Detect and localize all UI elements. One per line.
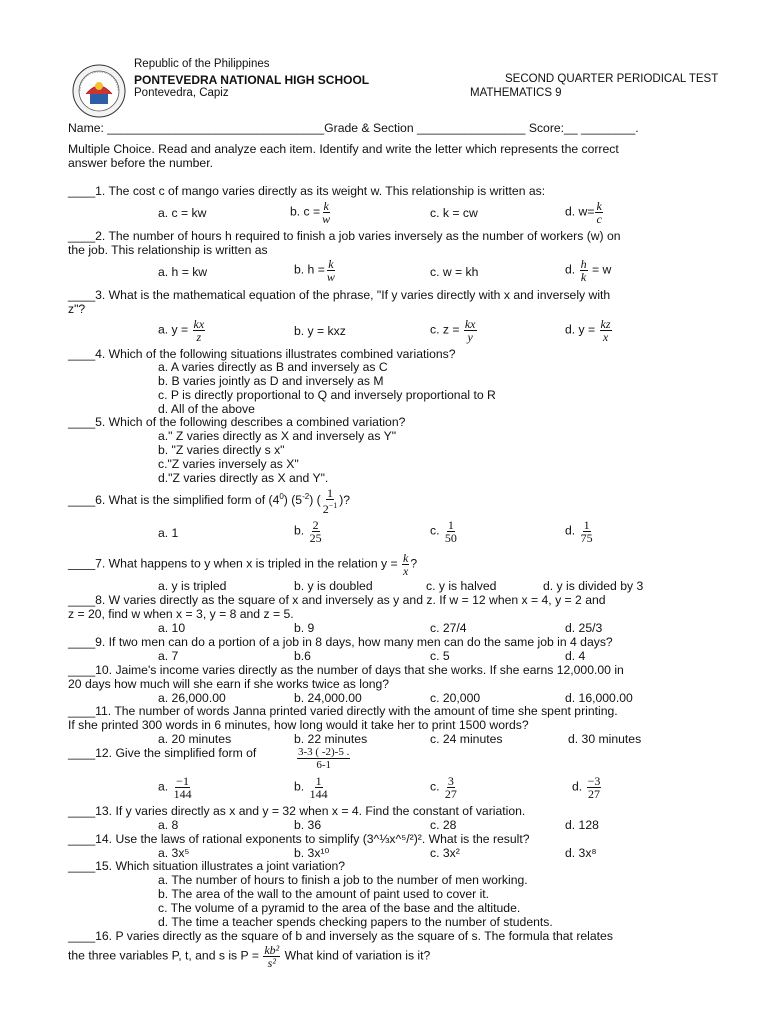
q2-stem-line-1: ____2. The number of hours h required to finish a job varies inversely as the number of workers (w) on [68, 229, 621, 243]
q4-choice-b: b. B varies jointly as D and inversely as M [158, 374, 384, 388]
q12-choice-a: a. $\frac{-1}{144}$ [158, 774, 192, 801]
q5-choice-a: a." Z varies directly as X and inversely as Y" [158, 429, 397, 443]
q5-choice-b: b. "Z varies directly s x" [158, 443, 285, 457]
q2-stem-line-2: the job. This relationship is written as [68, 243, 268, 257]
q5-choice-c: c."Z varies inversely as X" [158, 457, 299, 471]
q2-choice-c: c. w = kh [430, 265, 479, 279]
q2-choice-d: d. $\frac{h}{k}$ = w [565, 257, 612, 284]
q10-choice-d: d. 16,000.00 [565, 691, 633, 705]
q13-choice-b: b. 36 [294, 818, 322, 832]
q9-choice-b: b.6 [294, 649, 311, 663]
q14-choice-d: d. 3x⁸ [565, 846, 597, 860]
q9-choice-a: a. 7 [158, 649, 179, 663]
q1-stem: ____1. The cost c of mango varies directly as its weight w. This relationship is written as: [68, 184, 546, 198]
republic-text: Republic of the Philippines [134, 58, 270, 70]
q10-choice-b: b. 24,000.00 [294, 691, 362, 705]
q10-stem-line-1: ____10. Jaime's income varies directly as the number of days that she works. If she earns 12,000.00 in [68, 663, 624, 677]
q15-stem: ____15. Which situation illustrates a joint variation? [68, 859, 346, 873]
q10-choice-c: c. 20,000 [430, 691, 481, 705]
q13-stem: ____13. If y varies directly as x and y = 32 when x = 4. Find the constant of variation. [68, 804, 526, 818]
q11-choice-c: c. 24 minutes [430, 732, 503, 746]
q1-choice-d: d. w= $\frac{k}{c}$ [565, 199, 602, 226]
q3-choice-b: b. y = kxz [294, 324, 346, 338]
q8-choice-b: b. 9 [294, 621, 315, 635]
test-title: SECOND QUARTER PERIODICAL TEST [505, 73, 719, 85]
q8-choice-d: d. 25/3 [565, 621, 603, 635]
q3-choice-a: a. y = $\frac{kx}{z}$ [158, 317, 205, 344]
q8-choice-c: c. 27/4 [430, 621, 467, 635]
school-location: Pontevedra, Capiz [134, 87, 229, 99]
q16-stem-line-2: the three variables P, t, and s is P = $\frac{\text{kb²}}{\text{s²}}$ What kind of variation is it? [68, 943, 431, 970]
q4-choice-c: c. P is directly proportional to Q and inversely proportional to R [158, 388, 496, 402]
q16-stem-line-1: ____16. P varies directly as the square of b and inversely as the square of s. The formula that relates [68, 929, 613, 943]
q11-stem-line-2: If she printed 300 words in 6 minutes, how long would it take her to print 1500 words? [68, 718, 529, 732]
school-name: PONTEVEDRA NATIONAL HIGH SCHOOL [134, 73, 370, 87]
q6-stem: ____6. What is the simplified form of $(4^0)$ $(5^{-2})$ ( $\frac{1}{2^{-1}}$ )? [68, 486, 351, 516]
q6-choice-b: b. $\frac{2}{25}$ [294, 518, 322, 545]
q15-choice-b: b. The area of the wall to the amount of paint used to cover it. [158, 887, 490, 901]
q11-choice-a: a. 20 minutes [158, 732, 232, 746]
q15-choice-d: d. The time a teacher spends checking papers to the number of students. [158, 915, 553, 929]
q11-choice-b: b. 22 minutes [294, 732, 368, 746]
q7-choice-c: c. y is halved [426, 579, 497, 593]
q13-choice-c: c. 28 [430, 818, 457, 832]
q8-stem-line-1: ____8. W varies directly as the square of x and inversely as y and z. If w = 12 when x = 4, y = 2 and [68, 593, 606, 607]
q14-choice-b: b. 3x¹⁰ [294, 846, 330, 860]
q6-choice-c: c. $\frac{1}{50}$ [430, 518, 457, 545]
q1-choice-a: a. c = kw [158, 206, 207, 220]
q8-choice-a: a. 10 [158, 621, 186, 635]
q1-choice-c: c. k = cw [430, 206, 478, 220]
q2-choice-a: a. h = kw [158, 265, 208, 279]
q13-choice-d: d. 128 [565, 818, 599, 832]
q10-stem-line-2: 20 days how much will she earn if she works twice as long? [68, 677, 390, 691]
q14-stem: ____14. Use the laws of rational exponents to simplify (3^⅓x^⁵/²)². What is the result? [68, 832, 530, 846]
q12-choice-c: c. $\frac{3}{27}$ [430, 774, 457, 801]
q12-choice-d: d. $\frac{-3}{27}$ [572, 774, 601, 801]
q3-choice-c: c. z = $\frac{kx}{y}$ [430, 317, 476, 344]
q3-choice-d: d. y = $\frac{kz}{x}$ [565, 317, 611, 344]
q3-stem-line-2: z"? [68, 302, 86, 316]
q6-choice-d: d. $\frac{1}{75}$ [565, 518, 593, 545]
school-seal-logo [72, 64, 126, 118]
q4-choice-d: d. All of the above [158, 402, 255, 416]
q14-choice-c: c. 3x² [430, 846, 460, 860]
q15-choice-c: c. The volume of a pyramid to the area of the base and the altitude. [158, 901, 521, 915]
q11-choice-d: d. 30 minutes [568, 732, 642, 746]
q7-choice-d: d. y is divided by 3 [543, 579, 644, 593]
q7-choice-b: b. y is doubled [294, 579, 373, 593]
q7-stem: ____7. What happens to y when x is tripled in the relation y = $\frac{k}{x}$ ? [68, 551, 418, 578]
instructions-line-1: Multiple Choice. Read and analyze each item. Identify and write the letter which represents the correct [68, 142, 619, 156]
subject-title: MATHEMATICS 9 [470, 87, 562, 99]
q4-choice-a: a. A varies directly as B and inversely as C [158, 360, 388, 374]
q9-choice-d: d. 4 [565, 649, 586, 663]
q3-stem-line-1: ____3. What is the mathematical equation of the phrase, "If y varies directly with x and inversely with [68, 288, 611, 302]
q10-choice-a: a. 26,000.00 [158, 691, 226, 705]
q15-choice-a: a. The number of hours to finish a job to the number of men working. [158, 873, 528, 887]
q1-choice-b: b. c = $\frac{k}{w}$ [290, 199, 331, 226]
q12-choice-b: b. $\frac{1}{144}$ [294, 774, 328, 801]
q9-stem: ____9. If two men can do a portion of a job in 8 days, how many men can do the same job in 4 days? [68, 635, 613, 649]
q12-expression: $\frac{3-3 ( -2)-5 .}{6-1}$ [298, 746, 350, 771]
q8-stem-line-2: z = 20, find w when x = 3, y = 8 and z = 5. [68, 607, 294, 621]
q4-stem: ____4. Which of the following situations illustrates combined variations? [68, 347, 456, 361]
q6-choice-a: a. 1 [158, 526, 179, 540]
instructions-line-2: answer before the number. [68, 156, 213, 170]
q9-choice-c: c. 5 [430, 649, 450, 663]
q7-choice-a: a. y is tripled [158, 579, 227, 593]
q12-stem: ____12. Give the simplified form of [68, 746, 257, 760]
q5-choice-d: d."Z varies directly as X and Y". [158, 471, 329, 485]
q13-choice-a: a. 8 [158, 818, 179, 832]
q2-choice-b: b. h = $\frac{k}{w}$ [294, 257, 335, 284]
student-info-line: Name: ________________________________Grade & Section ________________ Score:__ ________. [68, 121, 639, 135]
q11-stem-line-1: ____11. The number of words Janna printed varied directly with the amount of time she spent printing. [68, 704, 618, 718]
q5-stem: ____5. Which of the following describes a combined variation? [68, 415, 406, 429]
q14-choice-a: a. 3x⁵ [158, 846, 190, 860]
